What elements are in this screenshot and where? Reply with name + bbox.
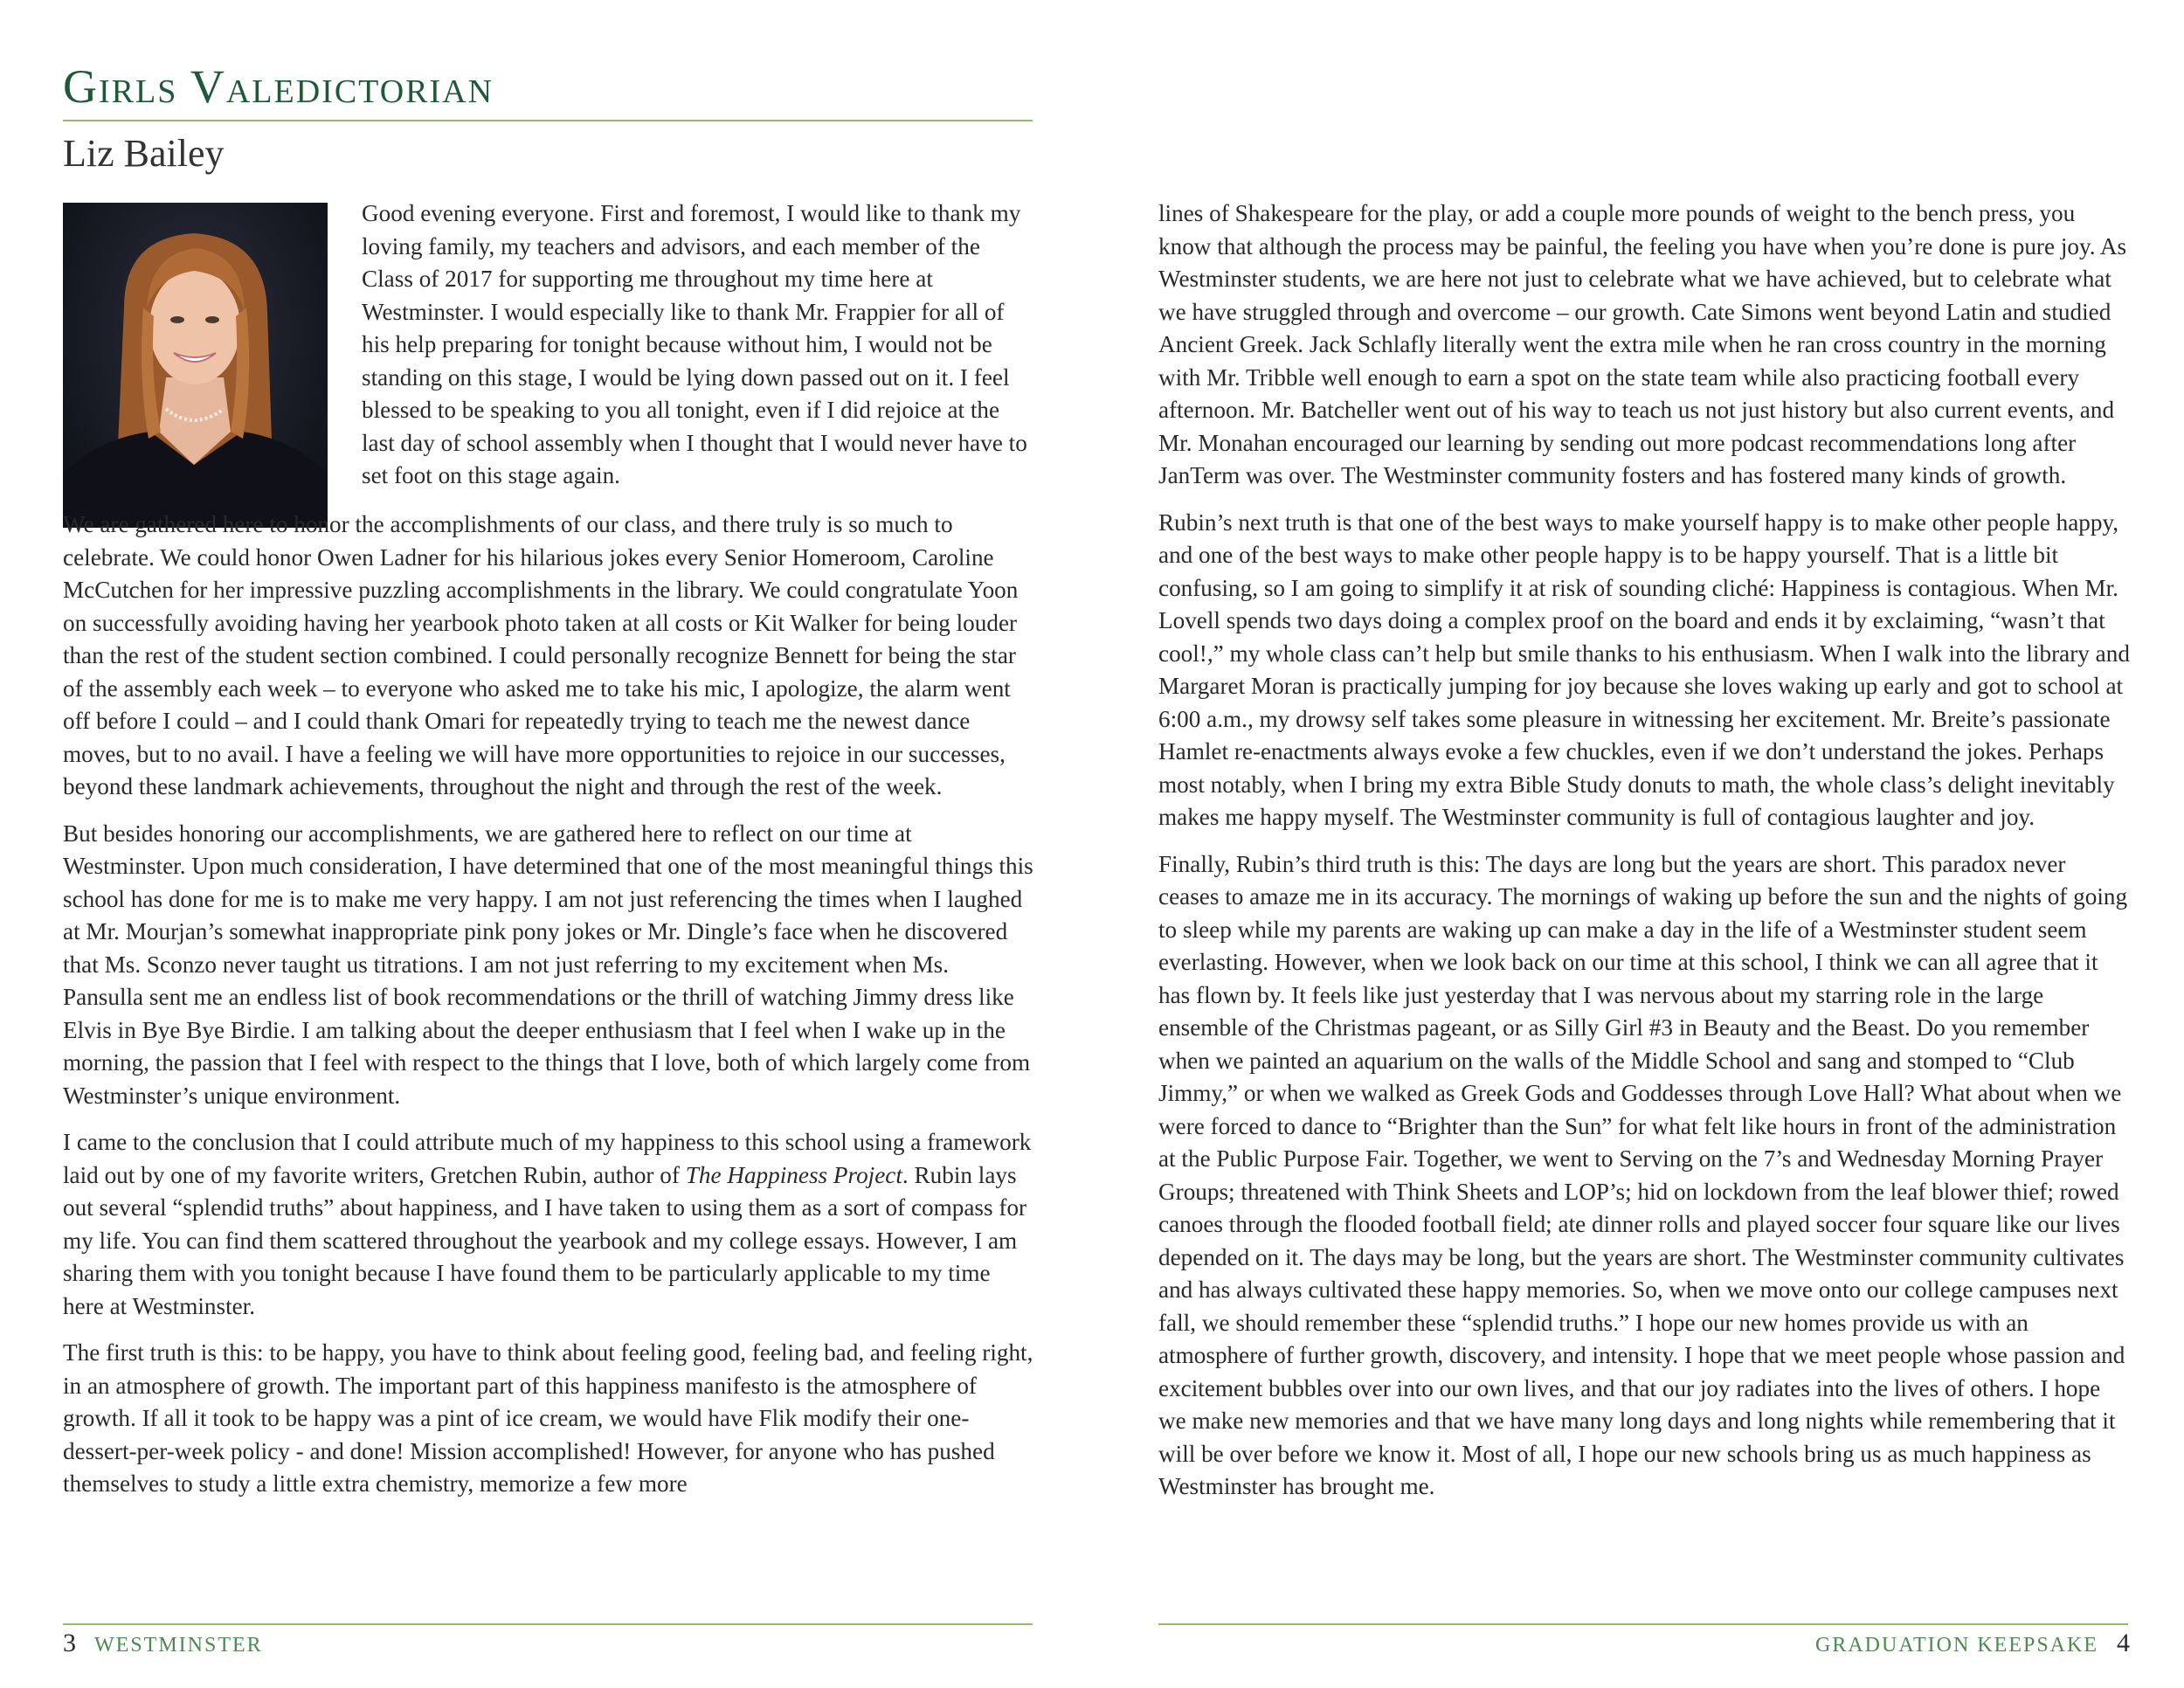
paragraph-text: . Rubin lays out several “splendid truths” about happiness, and I have taken to using them as a sort of compass for my life. You can find them scattered throughout the yearbook and my college essays. However, I am sharing them with you tonight because I have found them to be particularly applicable to my time here at Westminster. <box>63 1161 1027 1319</box>
footer-left <box>63 1630 263 1657</box>
speaker-portrait <box>63 203 328 528</box>
speaker-name: Liz Bailey <box>63 132 225 175</box>
book-title: The Happiness Project <box>685 1161 902 1188</box>
body-paragraph <box>63 1126 1034 1323</box>
footer-publication-label: WESTMINSTER <box>94 1634 263 1657</box>
right-column <box>1158 197 2132 1518</box>
body-paragraph: Rubin’s next truth is that one of the best ways to make yourself happy is to make other people happy, and one of the best ways to make other people happy is to be happy yourself. That is a little bit confusing, so I am going to simplify it at risk of sounding cliché: Happiness is contagious. When Mr. Lovell spends two days doing a complex proof on the board and ends it by exclaiming, “wasn’t that cool!,” my whole class can’t help but smile thanks to his enthusiasm. When I walk into the library and Margaret Moran is practically jumping for joy because she loves waking up early and got to school at 6:00 a.m., my drowsy self takes some pleasure in witnessing her excitement. Mr. Breite’s passionate Hamlet re-enactments always evoke a few chuckles, even if we don’t understand the jokes. Perhaps most notably, when I bring my extra Bible Study donuts to math, the whole class’s delight inevitably makes me happy myself. The Westminster community is full of contagious laughter and joy. <box>1158 508 2130 830</box>
footer-section-label: GRADUATION KEEPSAKE <box>1815 1634 2098 1657</box>
body-paragraph: But besides honoring our accomplishments, we are gathered here to reflect on our time at Westminster. Upon much consideration, I have determined that one of the most meaningful things this school has done for me is to make me very happy. I am not just referencing the times when I laughed at Mr. Mourjan’s somewhat inappropriate pink pony jokes or Mr. Dingle’s face when he discovered that Ms. Sconzo never taught us titrations. I am not just referring to my excitement when Ms. Pansulla sent me an endless list of book recommendations or the thrill of watching Jimmy dress like Elvis in Bye Bye Birdie. I am talking about the deeper enthusiasm that I feel when I wake up in the morning, the passion that I feel with respect to the things that I love, both of which largely come from Westminster’s unique environment. <box>63 820 1033 1109</box>
footer-rule-left <box>63 1623 1033 1625</box>
page-number-left: 3 <box>63 1629 76 1657</box>
paragraph-text: I came to the conclusion that I could attribute much of my happiness to this school using a framework laid out by one of my favorite writers, Gretchen Rubin, author of <box>63 1129 1032 1188</box>
page-heading: Girls Valedictorian <box>63 60 494 113</box>
body-paragraph: Finally, Rubin’s third truth is this: The days are long but the years are short. This paradox never ceases to amaze me in its accuracy. The mornings of waking up before the sun and the nights of going to sleep while my parents are waking up can make a day in the life of a Westminster student seem everlasting. However, when we look back on our time at this school, I think we can all agree that it has flown by. It feels like just yesterday that I was nervous about my starring role in the large ensemble of the Christmas pageant, or as Silly Girl #3 in Beauty and the Beast. Do you remember when we painted an aquarium on the walls of the Middle School and sang and stomped to “Club Jimmy,” or when we walked as Greek Gods and Goddesses through Love Hall? What about when we were forced to dance to “Brighter than the Sun” for what felt like hours in front of the administration at the Public Purpose Fair. Together, we went to Serving on the 7’s and Wednesday Morning Prayer Groups; threatened with Think Sheets and LOP’s; hid on lockdown from the leaf blower thief; rowed canoes through the flooded football field; ate dinner rolls and played soccer four square like our lives depended on it. The days may be long, but the years are short. The Westminster community cultivates and has always cultivated these happy memories. So, when we move onto our college campuses next fall, we should remember these “splendid truths.” I hope our new homes provide us with an atmosphere of further growth, discovery, and intensity. I hope that we meet people whose passion and excitement bubbles over into our own lives, and that our joy radiates into the lives of others. I hope we make new memories and that we have many long days and long nights while remembering that it will be over before we know it. Most of all, I hope our new schools bring us as much happiness as Westminster has brought me. <box>1158 850 2128 1499</box>
body-paragraph: We are gathered here to honor the accomplishments of our class, and there truly is so much to celebrate. We could honor Owen Ladner for his hilarious jokes every Senior Homeroom, Caroline McCutchen for her impressive puzzling accomplishments in the library. We could congratulate Yoon on successfully avoiding having her yearbook photo taken at all costs or Kit Walker for being louder than the rest of the student section combined. I could personally recognize Bennett for being the star of the assembly each week – to everyone who asked me to take his mic, I apologize, the alarm went off before I could – and I could thank Omari for repeatedly trying to teach me the newest dance moves, but to no avail. I have a feeling we will have more opportunities to rejoice in our successes, beyond these landmark achievements, throughout the night and through the rest of the week. <box>63 511 1019 799</box>
footer-rule-right <box>1158 1623 2128 1625</box>
intro-paragraph: Good evening everyone. First and foremost, I would like to thank my loving family, my teachers and advisors, and each member of the Class of 2017 for supporting me throughout my time here at Westminster. I would especially like to thank Mr. Frappier for all of his help preparing for tonight because without him, I would not be standing on this stage, I would be lying down passed out on it. I feel blessed to be speaking to you all tonight, even if I did rejoice at the last day of school assembly when I thought that I would never have to set foot on this stage again. <box>362 200 1027 488</box>
page-number-right: 4 <box>2117 1629 2130 1657</box>
heading-rule <box>63 120 1033 121</box>
body-paragraph: The first truth is this: to be happy, you have to think about feeling good, feeling bad, and feeling right, in an atmosphere of growth. The important part of this happiness manifesto is the atmosphere of growth. If all it took to be happy was a pint of ice cream, we would have Flik modify their one-dessert-per-week policy - and done! Mission accomplished! However, for anyone who has pushed themselves to study a little extra chemistry, memorize a few more <box>63 1339 1033 1497</box>
body-paragraph: lines of Shakespeare for the play, or add a couple more pounds of weight to the bench press, you know that although the process may be painful, the feeling you have when you’re done is pure joy. As Westminster students, we are here not just to celebrate what we have achieved, but to celebrate what we have struggled through and overcome – our growth. Cate Simons went beyond Latin and studied Ancient Greek. Jack Schlafly literally went the extra mile when he ran cross country in the morning with Mr. Tribble well enough to earn a spot on the state team while also practicing football every afternoon. Mr. Batcheller went out of his way to teach us not just history but also current events, and Mr. Monahan encouraged our learning by sending out more podcast recommendations long after JanTerm was over. The Westminster community fosters and has fostered many kinds of growth. <box>1158 200 2127 488</box>
left-column <box>63 508 1034 1515</box>
footer-right <box>1815 1630 2130 1657</box>
